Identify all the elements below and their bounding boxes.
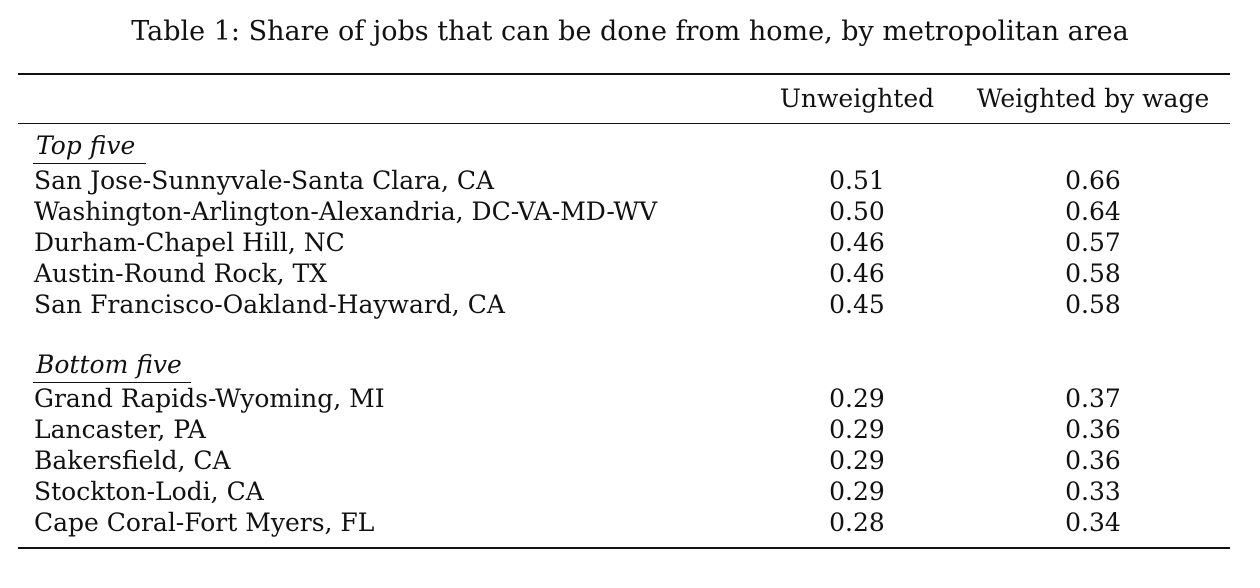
unweighted-value: 0.50 <box>829 197 885 226</box>
area-name: San Jose-Sunnyvale-Santa Clara, CA <box>34 166 495 195</box>
table-row <box>0 414 1260 445</box>
weighted-value: 0.33 <box>1065 477 1121 506</box>
weighted-value: 0.36 <box>1065 415 1121 444</box>
unweighted-value: 0.29 <box>829 415 885 444</box>
weighted-value: 0.37 <box>1065 384 1121 413</box>
area-name: Washington-Arlington-Alexandria, DC-VA-MD-WV <box>34 197 658 226</box>
area-name: Bakersfield, CA <box>34 446 231 475</box>
table-row <box>0 289 1260 320</box>
area-name: Grand Rapids-Wyoming, MI <box>34 384 385 413</box>
bottom-rule <box>18 547 1230 549</box>
unweighted-value: 0.46 <box>829 259 885 288</box>
area-name: Cape Coral-Fort Myers, FL <box>34 508 375 537</box>
header-rule <box>18 123 1230 124</box>
unweighted-value: 0.46 <box>829 228 885 257</box>
table-row <box>0 258 1260 289</box>
table-row <box>0 165 1260 196</box>
table-row <box>0 445 1260 476</box>
table-row <box>0 196 1260 227</box>
weighted-value: 0.58 <box>1065 259 1121 288</box>
area-name: Austin-Round Rock, TX <box>34 259 327 288</box>
weighted-value: 0.66 <box>1065 166 1121 195</box>
area-name: Stockton-Lodi, CA <box>34 477 264 506</box>
area-name: San Francisco-Oakland-Hayward, CA <box>34 290 505 319</box>
unweighted-value: 0.51 <box>829 166 885 195</box>
weighted-value: 0.34 <box>1065 508 1121 537</box>
unweighted-value: 0.28 <box>829 508 885 537</box>
weighted-value: 0.58 <box>1065 290 1121 319</box>
table-caption: Table 1: Share of jobs that can be done from home, by metropolitan area <box>131 16 1129 47</box>
area-name: Lancaster, PA <box>34 415 206 444</box>
weighted-value: 0.57 <box>1065 228 1121 257</box>
table-row <box>0 507 1260 538</box>
area-name: Durham-Chapel Hill, NC <box>34 228 345 257</box>
top-rule <box>18 73 1230 75</box>
column-header-unweighted: Unweighted <box>779 84 935 113</box>
group-label-top-five: Top five <box>36 131 136 160</box>
weighted-value: 0.36 <box>1065 446 1121 475</box>
weighted-value: 0.64 <box>1065 197 1121 226</box>
column-header-weighted: Weighted by wage <box>976 84 1210 113</box>
table-row <box>0 476 1260 507</box>
unweighted-value: 0.29 <box>829 477 885 506</box>
group-label-bottom-five: Bottom five <box>36 350 182 379</box>
table-row <box>0 227 1260 258</box>
unweighted-value: 0.29 <box>829 384 885 413</box>
table-row <box>0 383 1260 414</box>
group-underline-top-five <box>33 163 146 164</box>
unweighted-value: 0.29 <box>829 446 885 475</box>
unweighted-value: 0.45 <box>829 290 885 319</box>
